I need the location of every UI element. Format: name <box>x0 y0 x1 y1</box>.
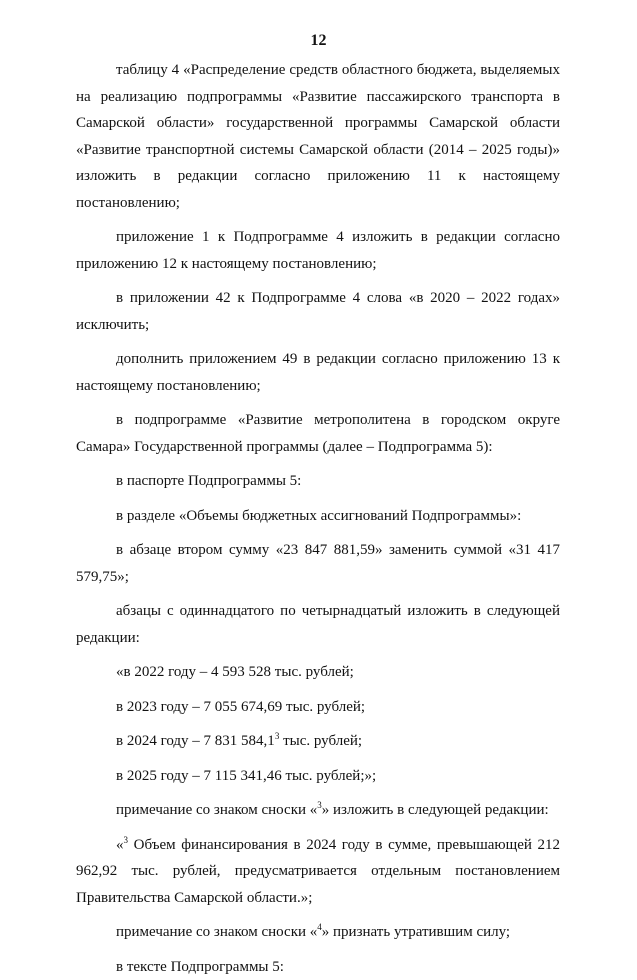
paragraph-footnote-3-note <box>76 797 560 824</box>
footnote-3-body: Объем финансирования в 2024 году в сумме, превышающей 212 962,92 тыс. рублей, предусматривается отдельным постановлением Правительства Самарской области.»; <box>76 837 560 906</box>
footnote-marker: 4 <box>317 922 322 932</box>
year-2024-text: в 2024 году – 7 831 584,1 <box>116 733 275 749</box>
paragraph-footnote-4-repeal <box>76 919 560 946</box>
document-body <box>76 57 560 980</box>
footnote-3-note-tail: » изложить в следующей редакции: <box>322 802 549 818</box>
paragraph-year-2022: «в 2022 году – 4 593 528 тыс. рублей; <box>76 659 560 686</box>
year-2024-unit: тыс. рублей; <box>279 733 362 749</box>
paragraph-subprogram-5-intro: в подпрограмме «Развитие метрополитена в городском округе Самара» Государственной программы (далее – Подпрограмма 5): <box>76 407 560 460</box>
page-number: 12 <box>0 32 637 50</box>
paragraph-budget-section: в разделе «Объемы бюджетных ассигнований Подпрограммы»: <box>76 503 560 530</box>
footnote-marker: 3 <box>317 800 322 810</box>
paragraph-appendix-42-amendment: в приложении 42 к Подпрограмме 4 слова «в 2020 – 2022 годах» исключить; <box>76 285 560 338</box>
paragraph-subprogram-5-text: в тексте Подпрограммы 5: <box>76 954 560 980</box>
paragraph-paragraphs-restatement: абзацы с одиннадцатого по четырнадцатый изложить в следующей редакции: <box>76 598 560 651</box>
footnote-3-open-quote: « <box>116 837 124 853</box>
paragraph-sum-replacement: в абзаце втором сумму «23 847 881,59» заменить суммой «31 417 579,75»; <box>76 537 560 590</box>
paragraph-footnote-3-text <box>76 832 560 912</box>
paragraph-year-2024 <box>76 728 560 755</box>
footnote-4-tail: » признать утратившим силу; <box>322 924 510 940</box>
paragraph-year-2025: в 2025 году – 7 115 341,46 тыс. рублей;»; <box>76 763 560 790</box>
footnote-3-note-text: примечание со знаком сноски « <box>116 802 317 818</box>
footnote-marker: 3 <box>124 835 129 845</box>
paragraph-appendix-49-addition: дополнить приложением 49 в редакции согласно приложению 13 к настоящему постановлению; <box>76 346 560 399</box>
footnote-marker: 3 <box>275 731 280 741</box>
paragraph-passport: в паспорте Подпрограммы 5: <box>76 468 560 495</box>
paragraph-year-2023: в 2023 году – 7 055 674,69 тыс. рублей; <box>76 694 560 721</box>
footnote-4-text: примечание со знаком сноски « <box>116 924 317 940</box>
paragraph-table-4-amendment: таблицу 4 «Распределение средств областного бюджета, выделяемых на реализацию подпрограммы «Развитие пассажирского транспорта в Самарской области» государственной программы Самарской области «Развитие транспортной системы Самарской области (2014 – 2025 годы)» изложить в редакции согласно приложению 11 к настоящему постановлению; <box>76 57 560 216</box>
paragraph-appendix-1-amendment: приложение 1 к Подпрограмме 4 изложить в редакции согласно приложению 12 к настоящему постановлению; <box>76 224 560 277</box>
